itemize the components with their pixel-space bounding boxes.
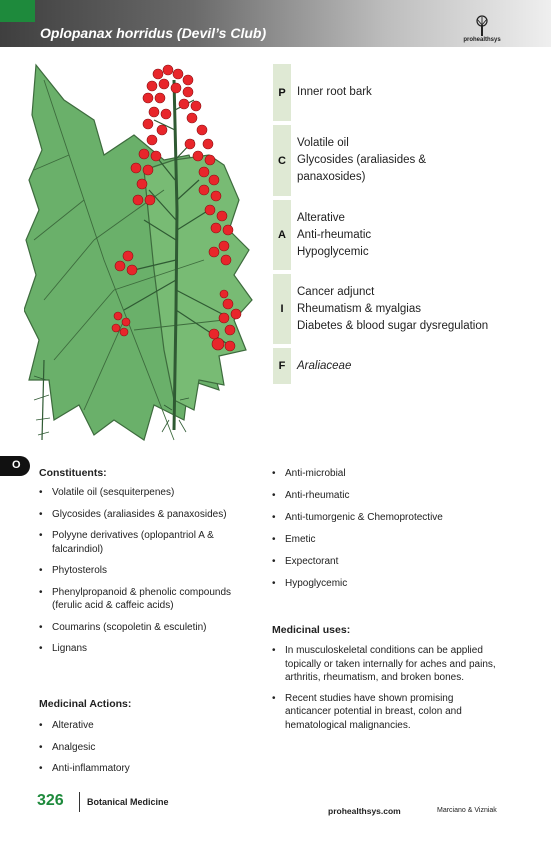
pcaif-key: A (273, 200, 291, 270)
list-item: • Anti-tumorgenic & Chemoprotective (272, 511, 502, 525)
header-accent-block (0, 0, 35, 22)
pcaif-value-line: Volatile oil (297, 137, 349, 149)
list-item: • Alterative (39, 719, 259, 733)
pcaif-row-f (273, 348, 513, 384)
pcaif-row-p (273, 64, 513, 121)
pcaif-row-a (273, 200, 513, 270)
footer-divider (79, 792, 80, 812)
page-number: 326 (37, 792, 64, 809)
pcaif-value-line: Hypoglycemic (297, 245, 369, 258)
list-item: • Analgesic (39, 741, 259, 755)
pcaif-value-line: panaxosides) (297, 171, 366, 183)
tree-icon (472, 15, 492, 37)
pcaif-row-c (273, 125, 513, 196)
constituents-section (39, 467, 259, 664)
pcaif-key: I (273, 274, 291, 344)
pcaif-value-line: Rheumatism & myalgias (297, 302, 421, 315)
pcaif-value (297, 348, 351, 384)
uses-heading: Medicinal uses: (272, 624, 351, 636)
list-item: • Coumarins (scopoletin & esculetin) (39, 621, 259, 635)
pcaif-value-line: Inner root bark (297, 86, 372, 98)
list-item: • Phenylpropanoid & phenolic compounds (ferulic acid & caffeic acids) (39, 586, 259, 613)
page-title: Oplopanax horridus (Devil’s Club) (40, 25, 267, 41)
uses-list (272, 644, 502, 732)
list-item: • Expectorant (272, 555, 502, 569)
list-item: • Anti-microbial (272, 467, 502, 481)
list-item: • In musculoskeletal conditions can be applied topically or taken internally for aches and pains, arthritis, rheumatism, and broken bones. (272, 644, 502, 685)
list-item: • Glycosides (araliasides & panaxosides) (39, 508, 259, 522)
footer-authors: Marciano & Vizniak (437, 807, 497, 814)
list-item: • Recent studies have shown promising anticancer potential in breast, colon and hematological malignancies. (272, 692, 502, 733)
pcaif-value (297, 200, 371, 270)
pcaif-value (297, 125, 426, 196)
book-title: Botanical Medicine (87, 797, 169, 807)
list-item: • Volatile oil (sesquiterpenes) (39, 486, 259, 500)
pcaif-row-i (273, 274, 513, 344)
actions-continued (272, 467, 502, 599)
actions-heading: Medicinal Actions: (39, 698, 132, 710)
section-tab (0, 456, 30, 476)
actions-section (39, 698, 259, 784)
prohealthsys-logo (462, 15, 502, 44)
footer-website: prohealthsys.com (328, 806, 401, 816)
list-item: • Hypoglycemic (272, 577, 502, 591)
constituents-heading: Constituents: (39, 467, 107, 479)
pcaif-value (297, 64, 372, 121)
devils-club-illustration (24, 60, 256, 445)
pcaif-key: C (273, 125, 291, 196)
section-tab-letter: O (12, 459, 21, 471)
pcaif-value-line: Glycosides (araliasides & (297, 154, 427, 166)
pcaif-value-line: Araliaceae (297, 359, 352, 372)
list-item: • Lignans (39, 642, 259, 656)
pcaif-value-line: Diabetes & blood sugar dysregulation (297, 319, 489, 332)
pcaif-value-line: Alterative (297, 211, 345, 224)
actions-list-left (39, 719, 259, 776)
list-item: • Anti-rheumatic (272, 489, 502, 503)
uses-section (272, 624, 502, 739)
pcaif-key: P (273, 64, 291, 121)
logo-text: prohealthsys (463, 37, 501, 43)
list-item: • Phytosterols (39, 564, 259, 578)
list-item: • Polyyne derivatives (oplopantriol A & falcarindiol) (39, 529, 259, 556)
pcaif-value (297, 274, 488, 344)
pcaif-key: F (273, 348, 291, 384)
pcaif-value-line: Cancer adjunct (297, 285, 375, 298)
list-item: • Anti-inflammatory (39, 762, 259, 776)
list-item: • Emetic (272, 533, 502, 547)
actions-list-right (272, 467, 502, 591)
pcaif-value-line: Anti-rheumatic (297, 228, 372, 241)
constituents-list (39, 486, 259, 656)
